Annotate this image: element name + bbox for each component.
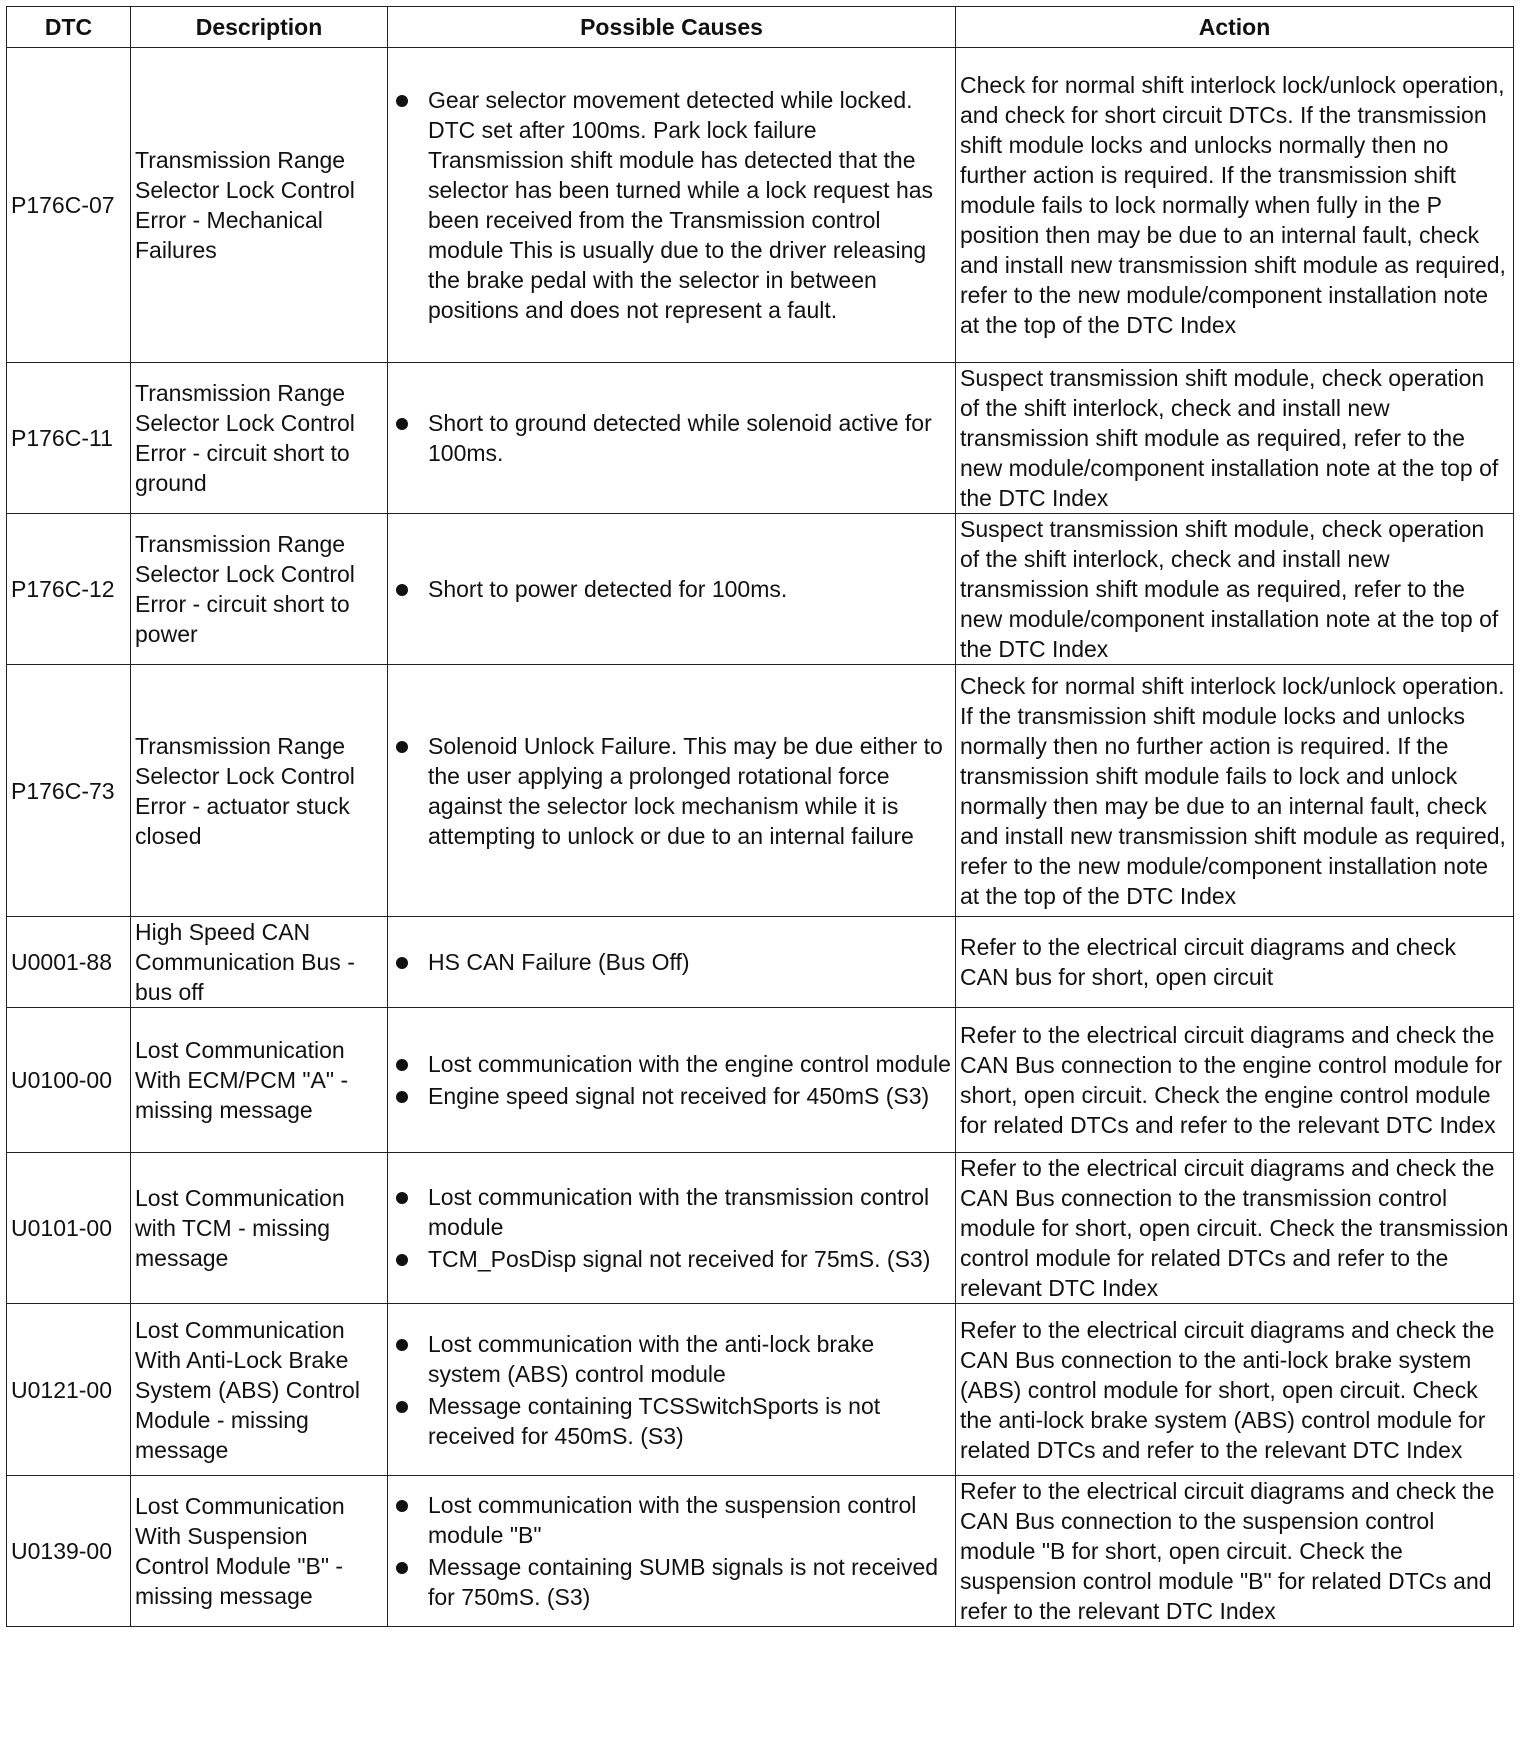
dtc-code: U0101-00: [7, 1153, 131, 1304]
table-row: [7, 1153, 1514, 1304]
dtc-action: Refer to the electrical circuit diagrams and check CAN bus for short, open circuit: [956, 917, 1514, 1008]
dtc-code: U0001-88: [7, 917, 131, 1008]
cause-bullet-item: Lost communication with the anti-lock brake system (ABS) control module: [392, 1329, 951, 1389]
dtc-action: Refer to the electrical circuit diagrams and check the CAN Bus connection to the suspension control module "B for short, open circuit. Check the suspension control module "B" for related DTCs and refer to the relevant DTC Index: [956, 1476, 1514, 1627]
dtc-action: Refer to the electrical circuit diagrams and check the CAN Bus connection to the transmission control module for short, open circuit. Check the transmission control module for related DTCs and refer to the relevant DTC Index: [956, 1153, 1514, 1304]
header-row: [7, 7, 1514, 48]
table-body: [7, 48, 1514, 1627]
dtc-code: P176C-12: [7, 514, 131, 665]
causes-list: [392, 731, 951, 851]
possible-causes-cell: [388, 917, 956, 1008]
cause-bullet-item: Message containing TCSSwitchSports is not received for 450mS. (S3): [392, 1391, 951, 1451]
dtc-action: Refer to the electrical circuit diagrams and check the CAN Bus connection to the engine control module for short, open circuit. Check the engine control module for related DTCs and refer to the relevant DTC Index: [956, 1008, 1514, 1153]
dtc-code: U0139-00: [7, 1476, 131, 1627]
dtc-code: P176C-73: [7, 665, 131, 917]
possible-causes-cell: [388, 514, 956, 665]
cause-bullet-item: Short to ground detected while solenoid active for 100ms.: [392, 408, 951, 468]
causes-list: [392, 408, 951, 468]
possible-causes-cell: [388, 1304, 956, 1476]
possible-causes-cell: [388, 48, 956, 363]
dtc-description: Transmission Range Selector Lock Control Error - Mechanical Failures: [131, 48, 388, 363]
dtc-code: U0100-00: [7, 1008, 131, 1153]
dtc-action: Check for normal shift interlock lock/unlock operation, and check for short circuit DTCs. If the transmission shift module locks and unlocks normally then no further action is required. If the transmission shift module fails to lock normally when fully in the P position then may be due to an internal fault, check and install new transmission shift module as required, refer to the new module/component installation note at the top of the DTC Index: [956, 48, 1514, 363]
dtc-code: P176C-11: [7, 363, 131, 514]
dtc-description: Lost Communication with TCM - missing message: [131, 1153, 388, 1304]
dtc-action: Suspect transmission shift module, check operation of the shift interlock, check and install new transmission shift module as required, refer to the new module/component installation note at the top of the DTC Index: [956, 514, 1514, 665]
dtc-action: Refer to the electrical circuit diagrams and check the CAN Bus connection to the anti-lock brake system (ABS) control module for short, open circuit. Check the anti-lock brake system (ABS) control module for related DTCs and refer to the relevant DTC Index: [956, 1304, 1514, 1476]
dtc-description: Transmission Range Selector Lock Control Error - circuit short to ground: [131, 363, 388, 514]
dtc-code: P176C-07: [7, 48, 131, 363]
causes-list: [392, 947, 951, 977]
dtc-description: Transmission Range Selector Lock Control Error - actuator stuck closed: [131, 665, 388, 917]
cause-bullet-item: Lost communication with the engine control module: [392, 1049, 951, 1079]
cause-bullet-item: TCM_PosDisp signal not received for 75mS. (S3): [392, 1244, 951, 1274]
cause-bullet-item: HS CAN Failure (Bus Off): [392, 947, 951, 977]
header-possible-causes: Possible Causes: [388, 7, 956, 48]
table-row: [7, 665, 1514, 917]
table-row: [7, 514, 1514, 665]
dtc-table: [6, 6, 1514, 1627]
table-row: [7, 1008, 1514, 1153]
header-dtc: DTC: [7, 7, 131, 48]
dtc-action: Check for normal shift interlock lock/unlock operation. If the transmission shift module locks and unlocks normally then no further action is required. If the transmission shift module fails to lock and unlock normally then may be due to an internal fault, check and install new transmission shift module as required, refer to the new module/component installation note at the top of the DTC Index: [956, 665, 1514, 917]
dtc-description: Transmission Range Selector Lock Control Error - circuit short to power: [131, 514, 388, 665]
dtc-description: Lost Communication With Anti-Lock Brake System (ABS) Control Module - missing message: [131, 1304, 388, 1476]
causes-list: [392, 1182, 951, 1274]
causes-list: [392, 574, 951, 604]
table-row: [7, 1304, 1514, 1476]
cause-bullet-item: Gear selector movement detected while locked. DTC set after 100ms. Park lock failure Transmission shift module has detected that the selector has been turned while a lock request has been received from the Transmission control module This is usually due to the driver releasing the brake pedal with the selector in between positions and does not represent a fault.: [392, 85, 951, 325]
table-row: [7, 363, 1514, 514]
dtc-description: High Speed CAN Communication Bus - bus off: [131, 917, 388, 1008]
cause-bullet-item: Short to power detected for 100ms.: [392, 574, 951, 604]
cause-bullet-item: Lost communication with the suspension control module "B": [392, 1490, 951, 1550]
causes-list: [392, 85, 951, 325]
dtc-description: Lost Communication With ECM/PCM "A" - missing message: [131, 1008, 388, 1153]
header-action: Action: [956, 7, 1514, 48]
table-row: [7, 917, 1514, 1008]
table-row: [7, 1476, 1514, 1627]
possible-causes-cell: [388, 363, 956, 514]
possible-causes-cell: [388, 1008, 956, 1153]
dtc-action: Suspect transmission shift module, check operation of the shift interlock, check and install new transmission shift module as required, refer to the new module/component installation note at the top of the DTC Index: [956, 363, 1514, 514]
causes-list: [392, 1490, 951, 1612]
causes-list: [392, 1329, 951, 1451]
table-row: [7, 48, 1514, 363]
cause-bullet-item: Message containing SUMB signals is not received for 750mS. (S3): [392, 1552, 951, 1612]
possible-causes-cell: [388, 1476, 956, 1627]
dtc-description: Lost Communication With Suspension Control Module "B" - missing message: [131, 1476, 388, 1627]
dtc-code: U0121-00: [7, 1304, 131, 1476]
possible-causes-cell: [388, 665, 956, 917]
possible-causes-cell: [388, 1153, 956, 1304]
cause-bullet-item: Engine speed signal not received for 450mS (S3): [392, 1081, 951, 1111]
causes-list: [392, 1049, 951, 1111]
cause-bullet-item: Lost communication with the transmission control module: [392, 1182, 951, 1242]
header-description: Description: [131, 7, 388, 48]
cause-bullet-item: Solenoid Unlock Failure. This may be due either to the user applying a prolonged rotational force against the selector lock mechanism while it is attempting to unlock or due to an internal failure: [392, 731, 951, 851]
